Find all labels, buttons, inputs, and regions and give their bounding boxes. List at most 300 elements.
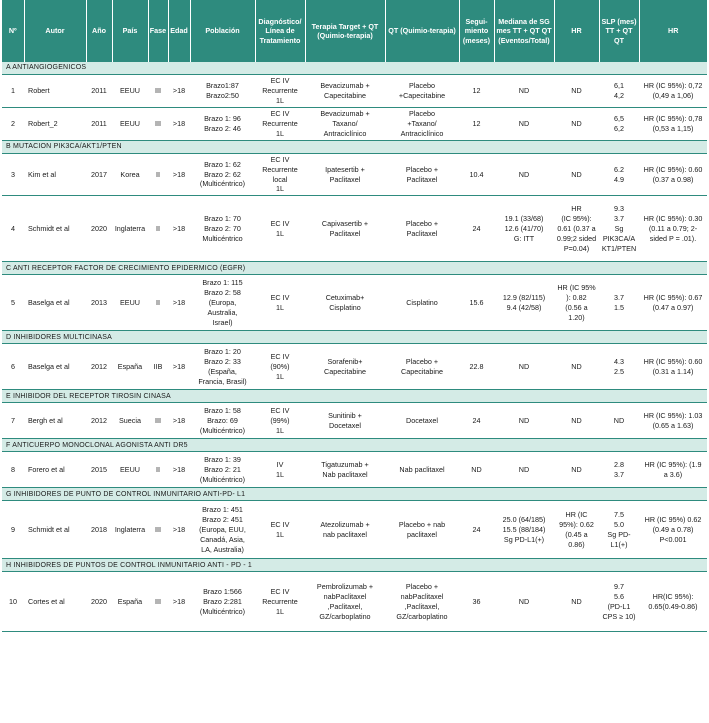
header-row <box>2 0 707 62</box>
hazard-ratio-os-line: HR (IC <box>565 510 588 519</box>
section-title: E INHIBIDOR DEL RECEPTOR TIROSIN CINASA <box>2 390 707 403</box>
hazard-ratio-os-cell <box>554 452 599 488</box>
population-cell <box>190 452 255 488</box>
target-therapy-line: Capecitabine <box>324 366 366 376</box>
hazard-ratio-pfs-line: HR (IC 95%) 0.62 <box>644 514 702 524</box>
year-cell: 2020 <box>86 196 112 262</box>
hazard-ratio-os-cell <box>554 344 599 390</box>
population-line: (España, <box>208 366 237 376</box>
hazard-ratio-pfs-line: (0.49 a 0.78) <box>652 524 694 534</box>
diagnosis-line-line: 1L <box>276 128 284 138</box>
target-therapy-cell <box>305 75 385 108</box>
chemotherapy-line: +Capecitabine <box>398 90 446 100</box>
hazard-ratio-pfs-line: HR (IC 95%): 0.67 <box>643 292 703 302</box>
chemotherapy-cell <box>385 344 459 390</box>
target-therapy-line: Capivasertib + <box>321 218 369 228</box>
phase-cell: II <box>148 452 168 488</box>
col-header-country: País <box>112 0 148 62</box>
hazard-ratio-pfs-cell <box>639 275 707 331</box>
target-therapy-cell <box>305 275 385 331</box>
pfs-cell <box>599 153 639 196</box>
population-line: Brazo: 69 <box>207 415 238 425</box>
population-line: Brazo 1: 62 <box>204 159 241 169</box>
chemotherapy-cell <box>385 196 459 262</box>
hazard-ratio-os-line: 0.86) <box>568 539 585 549</box>
population-line: (Multicéntrico) <box>199 474 246 484</box>
table-row <box>2 572 707 632</box>
chemotherapy-line: Placebo <box>409 108 435 118</box>
median-os-line: G: ITT <box>513 233 535 243</box>
trial-number-cell: 1 <box>2 75 24 108</box>
target-therapy-cell <box>305 196 385 262</box>
followup-months-cell: ND <box>459 452 494 488</box>
median-os-line: ND <box>518 361 530 371</box>
population-line: Francia, Brasil) <box>198 376 247 386</box>
target-therapy-line: Tigatuzumab + <box>321 459 369 469</box>
trial-number-cell: 8 <box>2 452 24 488</box>
country-cell: España <box>112 572 148 632</box>
hazard-ratio-os-line: HR (IC 95% <box>557 283 596 292</box>
author-cell: Kim et al <box>24 153 86 196</box>
target-therapy-line: Capecitabine <box>324 90 366 100</box>
table-row <box>2 107 707 140</box>
hazard-ratio-pfs-line: HR (IC 95%): (1.9 <box>644 459 702 469</box>
phase-cell: II <box>148 153 168 196</box>
year-cell: 2018 <box>86 501 112 559</box>
hazard-ratio-pfs-line: HR (IC 95%): 0,72 <box>643 80 703 90</box>
table-row <box>2 501 707 559</box>
diagnosis-line-line: 1L <box>276 469 284 479</box>
hazard-ratio-pfs-cell <box>639 403 707 439</box>
pfs-line: Sg PD- <box>607 529 631 539</box>
diagnosis-line-cell <box>255 107 305 140</box>
trial-number-cell: 7 <box>2 403 24 439</box>
followup-months-cell: 10.4 <box>459 153 494 196</box>
year-cell: 2015 <box>86 452 112 488</box>
table-row <box>2 153 707 196</box>
population-line: Brazo 1: 70 <box>204 213 241 223</box>
diagnosis-line-line: (90%) <box>270 361 290 371</box>
phase-cell: III <box>148 75 168 108</box>
hazard-ratio-os-line: ND <box>571 415 582 425</box>
chemotherapy-line: Paclitaxel <box>406 174 438 184</box>
median-os-cell <box>494 75 554 108</box>
hazard-ratio-os-line: ND <box>571 118 582 128</box>
chemotherapy-line: Placebo <box>409 80 435 90</box>
population-line: (Europa, <box>208 297 237 307</box>
pfs-line: 5.0 <box>614 519 624 529</box>
trials-table-container <box>2 0 707 632</box>
pfs-line: 2.5 <box>614 366 624 376</box>
age-cell: >18 <box>168 107 190 140</box>
table-row <box>2 75 707 108</box>
diagnosis-line-line: 1L <box>276 606 284 616</box>
hazard-ratio-os-cell <box>554 75 599 108</box>
diagnosis-line-line: EC IV <box>270 76 290 85</box>
target-therapy-line: Taxano/ <box>332 118 358 128</box>
col-header-author: Autor <box>24 0 86 62</box>
trial-number-cell: 5 <box>2 275 24 331</box>
diagnosis-line-cell <box>255 452 305 488</box>
hazard-ratio-pfs-line: HR(IC 95%): <box>652 591 694 601</box>
hazard-ratio-pfs-cell <box>639 196 707 262</box>
hazard-ratio-os-line: ): 0.82 <box>566 292 587 302</box>
followup-months-cell: 36 <box>459 572 494 632</box>
diagnosis-line-line: 1L <box>276 371 284 381</box>
chemotherapy-cell <box>385 107 459 140</box>
hazard-ratio-pfs-line: HR (IC 95%): 0,78 <box>643 113 703 123</box>
age-cell: >18 <box>168 75 190 108</box>
pfs-line: 3.7 <box>614 213 624 223</box>
hazard-ratio-os-cell <box>554 501 599 559</box>
col-header-median-os: Mediana de SG mes TT + QT QT (Eventos/Total) <box>494 0 554 62</box>
age-cell: >18 <box>168 275 190 331</box>
hazard-ratio-pfs-line: sided P = .01). <box>649 233 697 243</box>
population-line: (Multicéntrico) <box>199 179 246 189</box>
population-line: (Multicéntrico) <box>199 425 246 435</box>
trial-number-cell: 9 <box>2 501 24 559</box>
population-cell <box>190 107 255 140</box>
target-therapy-cell <box>305 344 385 390</box>
target-therapy-cell <box>305 452 385 488</box>
hazard-ratio-os-line: ND <box>571 596 582 606</box>
hazard-ratio-pfs-line: a 3.6) <box>663 469 683 479</box>
hazard-ratio-pfs-line: (0,53 a 1,15) <box>652 123 694 133</box>
section-header-row <box>2 331 707 344</box>
pfs-cell <box>599 344 639 390</box>
population-line: Brazo 2: 58 <box>204 287 241 297</box>
trial-number-cell: 3 <box>2 153 24 196</box>
hazard-ratio-os-line: ND <box>571 464 582 474</box>
chemotherapy-cell <box>385 501 459 559</box>
hazard-ratio-os-line: ND <box>571 85 582 95</box>
target-therapy-line: Bevacizumab + <box>320 108 370 118</box>
median-os-cell <box>494 196 554 262</box>
diagnosis-line-line: Recurrente <box>262 164 298 174</box>
year-cell: 2012 <box>86 403 112 439</box>
author-cell: Baselga et al <box>24 275 86 331</box>
chemotherapy-cell <box>385 153 459 196</box>
population-line: Brazo 2: 451 <box>202 514 243 524</box>
population-line: Multicéntrico <box>202 233 243 243</box>
median-os-cell <box>494 501 554 559</box>
diagnosis-line-cell <box>255 75 305 108</box>
population-cell <box>190 344 255 390</box>
phase-cell: II <box>148 275 168 331</box>
followup-months-cell: 12 <box>459 75 494 108</box>
target-therapy-line: Pembrolizumab + <box>316 582 374 591</box>
section-title: F ANTICUERPO MONOCLONAL AGONISTA ANTI DR5 <box>2 439 707 452</box>
target-therapy-line: Sorafenib+ <box>327 356 363 366</box>
target-therapy-line: ,Paclitaxel, <box>327 601 363 611</box>
target-therapy-line: nabPaclitaxel <box>323 591 367 601</box>
diagnosis-line-cell <box>255 572 305 632</box>
age-cell: >18 <box>168 452 190 488</box>
col-header-followup: Segui-miento (meses) <box>459 0 494 62</box>
population-cell <box>190 501 255 559</box>
pfs-line: 6.2 <box>614 164 624 174</box>
pfs-line: 3.7 <box>614 292 624 302</box>
pfs-line: 4,2 <box>614 90 624 100</box>
pfs-line: 9.3 <box>614 204 624 214</box>
hazard-ratio-os-line: 0.61 (0.37 a <box>557 223 596 233</box>
pfs-cell <box>599 75 639 108</box>
age-cell: >18 <box>168 403 190 439</box>
pfs-line: (PD-L1 <box>607 601 631 611</box>
chemotherapy-line: Placebo + <box>405 164 439 174</box>
section-title: C ANTI RECEPTOR FACTOR DE CRECIMIENTO EPIDERMICO (EGFR) <box>2 262 707 275</box>
population-line: (Europa, EUU, <box>199 524 246 534</box>
hazard-ratio-pfs-line: HR (IC 95%): 0.60 <box>643 164 703 174</box>
section-header-row <box>2 559 707 572</box>
diagnosis-line-line: local <box>272 174 288 184</box>
section-title: H INHIBIDORES DE PUNTOS DE CONTROL INMUNITARIO ANTI - PD - 1 <box>2 559 707 572</box>
diagnosis-line-line: EC IV <box>270 586 290 596</box>
target-therapy-line: Atezolizumab + <box>320 519 370 529</box>
population-line: Brazo 1: 58 <box>204 405 241 415</box>
hazard-ratio-pfs-cell <box>639 452 707 488</box>
col-header-age: Edad <box>168 0 190 62</box>
median-os-line: ND <box>518 85 530 95</box>
hazard-ratio-pfs-cell <box>639 75 707 108</box>
diagnosis-line-cell <box>255 344 305 390</box>
chemotherapy-line: Placebo + <box>405 582 439 591</box>
diagnosis-line-line: 1L <box>276 302 284 312</box>
population-line: Brazo2:50 <box>206 90 239 100</box>
population-cell <box>190 275 255 331</box>
phase-cell: III <box>148 572 168 632</box>
median-os-cell <box>494 572 554 632</box>
year-cell: 2012 <box>86 344 112 390</box>
year-cell: 2020 <box>86 572 112 632</box>
population-line: Brazo 2:281 <box>203 596 242 606</box>
chemotherapy-line: Docetaxel <box>406 415 438 425</box>
pfs-line: 6,5 <box>614 113 624 123</box>
median-os-line: ND <box>518 118 530 128</box>
median-os-line: Sg PD-L1(+) <box>503 534 545 544</box>
pfs-cell <box>599 403 639 439</box>
author-cell: Robert_2 <box>24 107 86 140</box>
chemotherapy-line: ,Paclitaxel, <box>404 601 440 611</box>
col-header-hr-os: HR <box>554 0 599 62</box>
country-cell: Suecia <box>112 403 148 439</box>
hazard-ratio-os-cell <box>554 275 599 331</box>
population-line: Brazo 1: 451 <box>202 505 243 515</box>
population-cell <box>190 153 255 196</box>
author-cell: Schmidt et al <box>24 196 86 262</box>
pfs-line: 1.5 <box>614 302 624 312</box>
pfs-line: L1(+) <box>610 539 628 549</box>
author-cell: Robert <box>24 75 86 108</box>
table-row <box>2 275 707 331</box>
hazard-ratio-pfs-line: (0.31 a 1.14) <box>652 366 694 376</box>
target-therapy-line: GZ/carboplatino <box>319 611 371 621</box>
hazard-ratio-os-line: (0.56 a <box>565 302 588 312</box>
hazard-ratio-os-cell <box>554 572 599 632</box>
year-cell: 2011 <box>86 107 112 140</box>
chemotherapy-line: Placebo + nab <box>398 519 446 529</box>
author-cell: Bergh et al <box>24 403 86 439</box>
age-cell: >18 <box>168 153 190 196</box>
country-cell: EEUU <box>112 452 148 488</box>
hazard-ratio-os-line: (IC 95%): <box>561 213 592 223</box>
target-therapy-cell <box>305 153 385 196</box>
table-row <box>2 196 707 262</box>
population-line: Brazo 1: 20 <box>204 347 241 356</box>
pfs-line: ND <box>613 415 625 425</box>
hazard-ratio-pfs-cell <box>639 107 707 140</box>
hazard-ratio-pfs-cell <box>639 153 707 196</box>
pfs-cell <box>599 452 639 488</box>
median-os-line: 15.5 (88/184) <box>502 524 546 534</box>
hazard-ratio-pfs-line: (0.11 a 0.79; 2- <box>648 223 698 233</box>
hazard-ratio-os-cell <box>554 196 599 262</box>
population-line: Israel) <box>212 317 233 327</box>
diagnosis-line-line: EC IV <box>270 154 290 164</box>
pfs-line: 6,1 <box>614 80 624 90</box>
median-os-cell <box>494 275 554 331</box>
diagnosis-line-cell <box>255 153 305 196</box>
median-os-cell <box>494 403 554 439</box>
clinical-trials-table <box>2 0 707 632</box>
median-os-cell <box>494 153 554 196</box>
hazard-ratio-pfs-cell <box>639 572 707 632</box>
target-therapy-line: Paclitaxel <box>329 174 361 184</box>
followup-months-cell: 12 <box>459 107 494 140</box>
population-line: Brazo 1: 39 <box>204 454 241 464</box>
diagnosis-line-line: EC IV <box>270 351 290 361</box>
median-os-line: 25.0 (64/185) <box>502 514 546 524</box>
section-title: B MUTACION PIK3CA/AKT1/PTEN <box>2 140 707 153</box>
pfs-cell <box>599 196 639 262</box>
hazard-ratio-os-line: HR <box>571 204 582 214</box>
pfs-line: CPS ≥ 10) <box>602 611 636 621</box>
chemotherapy-cell <box>385 275 459 331</box>
diagnosis-line-line: EC IV <box>270 405 290 415</box>
diagnosis-line-line: 1L <box>276 529 284 539</box>
col-header-num: Nº <box>2 0 24 62</box>
hazard-ratio-os-line: 95%): 0.62 <box>559 519 594 529</box>
chemotherapy-line: GZ/carboplatino <box>396 611 448 621</box>
chemotherapy-line: Nab paclitaxel <box>399 464 445 474</box>
section-header-row <box>2 140 707 153</box>
chemotherapy-cell <box>385 403 459 439</box>
section-header-row <box>2 62 707 75</box>
col-header-pfs: SLP (mes) TT + QT QT <box>599 0 639 62</box>
diagnosis-line-line: EC IV <box>270 218 290 228</box>
diagnosis-line-line: 1L <box>276 425 284 435</box>
hazard-ratio-os-line: ND <box>571 361 582 371</box>
median-os-line: 12.9 (82/115) <box>502 292 546 302</box>
pfs-line: Sg <box>614 223 624 233</box>
country-cell: EEUU <box>112 275 148 331</box>
diagnosis-line-cell <box>255 403 305 439</box>
phase-cell: III <box>148 501 168 559</box>
pfs-cell <box>599 501 639 559</box>
country-cell: Inglaterra <box>112 196 148 262</box>
diagnosis-line-line: 1L <box>276 184 284 194</box>
followup-months-cell: 24 <box>459 403 494 439</box>
section-title: A ANTIANGIOGENICOS <box>2 62 707 75</box>
hazard-ratio-pfs-cell <box>639 501 707 559</box>
phase-cell: III <box>148 107 168 140</box>
section-header-row <box>2 488 707 501</box>
table-row <box>2 403 707 439</box>
country-cell: Inglaterra <box>112 501 148 559</box>
hazard-ratio-os-cell <box>554 107 599 140</box>
pfs-line: 4.9 <box>614 174 624 184</box>
pfs-line: 9.7 <box>614 582 624 591</box>
hazard-ratio-pfs-line: (0,49 a 1,06) <box>652 90 694 100</box>
hazard-ratio-pfs-line: (0.37 a 0.98) <box>652 174 694 184</box>
followup-months-cell: 24 <box>459 501 494 559</box>
col-header-hr-pfs: HR <box>639 0 707 62</box>
author-cell: Cortes et al <box>24 572 86 632</box>
table-row <box>2 344 707 390</box>
diagnosis-line-line: Recurrente <box>262 596 298 606</box>
pfs-line: 5.6 <box>614 591 624 601</box>
chemotherapy-line: Placebo + <box>405 218 439 228</box>
target-therapy-line: nab paclitaxel <box>323 529 367 539</box>
diagnosis-line-line: Recurrente <box>262 85 298 95</box>
population-line: Brazo 2: 62 <box>204 169 241 179</box>
country-cell: EEUU <box>112 75 148 108</box>
pfs-cell <box>599 107 639 140</box>
population-line: Canadá, Asia, <box>200 534 245 544</box>
chemotherapy-line: Cisplatino <box>406 297 438 307</box>
col-header-target-therapy: Terapia Target + QT (Quimio-terapia) <box>305 0 385 62</box>
age-cell: >18 <box>168 196 190 262</box>
median-os-line: 19.1 (33/68) <box>504 213 544 223</box>
median-os-cell <box>494 107 554 140</box>
chemotherapy-line: +Taxano/ <box>407 118 437 128</box>
age-cell: >18 <box>168 572 190 632</box>
followup-months-cell: 22.8 <box>459 344 494 390</box>
target-therapy-line: Cisplatino <box>329 302 361 312</box>
followup-months-cell: 15.6 <box>459 275 494 331</box>
median-os-cell <box>494 452 554 488</box>
hazard-ratio-pfs-line: P<0.001 <box>659 534 687 544</box>
hazard-ratio-os-line: 0.99;2 sided <box>556 233 597 243</box>
chemotherapy-cell <box>385 572 459 632</box>
phase-cell: III <box>148 403 168 439</box>
population-line: Brazo 1:566 <box>203 586 242 596</box>
pfs-line: 6,2 <box>614 123 624 133</box>
trial-number-cell: 10 <box>2 572 24 632</box>
country-cell: EEUU <box>112 107 148 140</box>
population-line: Brazo 2: 70 <box>204 223 241 233</box>
population-cell <box>190 572 255 632</box>
population-line: (Multicéntrico) <box>199 606 246 616</box>
pfs-line: PIK3CA/A <box>602 233 636 243</box>
diagnosis-line-line: EC IV <box>270 108 290 118</box>
pfs-cell <box>599 572 639 632</box>
median-os-line: ND <box>518 596 530 606</box>
population-line: LA, Australia) <box>201 544 244 554</box>
pfs-line: 4.3 <box>614 356 624 366</box>
phase-cell: II <box>148 196 168 262</box>
target-therapy-cell <box>305 501 385 559</box>
hazard-ratio-os-line: P=0.04) <box>563 243 590 253</box>
chemotherapy-line: Paclitaxel <box>406 228 438 238</box>
chemotherapy-line: paclitaxel <box>407 529 437 539</box>
chemotherapy-cell <box>385 75 459 108</box>
diagnosis-line-cell <box>255 275 305 331</box>
pfs-line: 7.5 <box>614 510 624 519</box>
author-cell: Forero et al <box>24 452 86 488</box>
diagnosis-line-cell <box>255 196 305 262</box>
hazard-ratio-pfs-line: (0.65 a 1.63) <box>652 420 694 430</box>
